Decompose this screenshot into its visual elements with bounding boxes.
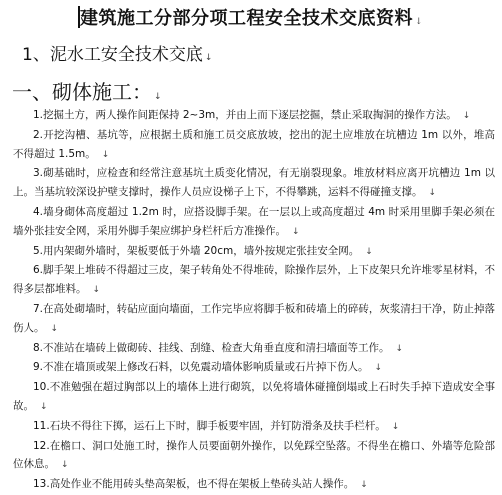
- document-title-text: 建筑施工分部分项工程安全技术交底资料: [80, 8, 413, 29]
- list-item-text: 4.墙身砌体高度超过 1.2m 时，应搭设脚手架。在一层以上或高度超过 4m 时采用里脚手架必须在墙外张挂安全网，采用外脚手架应绑护身栏杆后方准操作。: [13, 205, 495, 237]
- list-item[interactable]: [13, 242, 495, 262]
- paragraph-mark-icon: ↓: [391, 421, 400, 432]
- paragraph-mark-icon: ↓: [428, 188, 437, 199]
- list-item-text: 7.在高处砌墙时，转砧应面向墙面，工作完毕应将脚手板和砖墙上的碎砖，灰浆清扫干净，防止掉落伤人。: [13, 302, 495, 334]
- paragraph-mark-icon: ↓: [360, 480, 368, 491]
- paragraph-mark-icon: ↓: [92, 285, 101, 296]
- document-body[interactable]: [13, 106, 495, 495]
- paragraph-mark-icon: ↓: [101, 149, 110, 160]
- section-heading[interactable]: [22, 40, 212, 65]
- list-item[interactable]: [13, 437, 495, 476]
- list-item-text: 11.石块不得往下掷，运石上下时，脚手板要牢固，并钉防滑条及扶手栏杆。: [33, 419, 386, 432]
- list-item-text: 5.用内架砌外墙时，架板要低于外墙 20cm，墙外按规定张挂安全网。: [33, 244, 360, 257]
- list-item-text: 13.高处作业不能用砖头垫高架板，也不得在架板上垫砖头站人操作。: [33, 478, 355, 491]
- paragraph-mark-icon: ↓: [61, 460, 69, 471]
- list-item-text: 1.挖掘土方，两人操作间距保持 2~3m，并由上而下逐层挖掘，禁止采取掏洞的操作方法。: [33, 109, 457, 121]
- list-item[interactable]: [13, 417, 495, 437]
- paragraph-mark-icon: ↓: [365, 246, 373, 257]
- paragraph-mark-icon: ↓: [415, 17, 424, 27]
- list-item-text: 6.脚手架上堆砖不得超过三皮，架子转角处不得堆砖，除操作层外，上下皮架只允许堆零星材料，不得多层都堆料。: [13, 264, 495, 296]
- subsection-heading-text: 一、砌体施工：: [12, 80, 152, 104]
- list-item[interactable]: [13, 203, 495, 242]
- list-item[interactable]: [13, 164, 495, 203]
- subsection-heading[interactable]: [12, 76, 162, 105]
- paragraph-mark-icon: ↓: [204, 53, 213, 63]
- list-item[interactable]: [13, 475, 495, 495]
- list-item[interactable]: [13, 261, 495, 300]
- paragraph-mark-icon: ↓: [462, 111, 471, 121]
- section-heading-text: 1、泥水工安全技术交底: [22, 45, 203, 65]
- list-item[interactable]: [13, 106, 495, 126]
- list-item[interactable]: [13, 126, 495, 165]
- list-item-text: 10.不准勉强在超过胸部以上的墙体上进行砌筑，以免将墙体碰撞倒塌或上石时失手掉下造成安全事故。: [13, 381, 495, 412]
- paragraph-mark-icon: ↓: [395, 343, 404, 354]
- list-item[interactable]: [13, 358, 495, 378]
- paragraph-mark-icon: ↓: [374, 363, 383, 374]
- list-item-text: 3.砌基础时，应检查和经常注意基坑土质变化情况，有无崩裂现象。堆放材料应离开坑槽边 1m 以上。当基坑较深设护壁支撑时，操作人员应设梯子上下，不得攀跳，运料不得碰撞支撑。: [13, 167, 495, 199]
- list-item-text: 8.不准站在墙砖上做砌砖、挂线、刮缝、检查大角垂直度和清扫墙面等工作。: [33, 341, 390, 354]
- paragraph-mark-icon: ↓: [154, 92, 162, 102]
- document-title[interactable]: [80, 4, 423, 30]
- paragraph-mark-icon: ↓: [50, 323, 59, 334]
- list-item-text: 12.在檐口、洞口处施工时，操作人员要面朝外操作，以免踩空坠落。不得坐在檐口、外墙等危险部位休息。: [13, 439, 495, 471]
- paragraph-mark-icon: ↓: [292, 226, 300, 237]
- list-item-text: 2.开挖沟槽、基坑等，应根据土质和施工员交底放坡，挖出的泥土应堆放在坑槽边 1m 以外，堆高不得超过 1.5m。: [13, 128, 495, 160]
- list-item[interactable]: [13, 339, 495, 359]
- list-item-text: 9.不准在墙顶或架上修改石料，以免震动墙体影响质量或石片掉下伤人。: [33, 361, 369, 374]
- list-item[interactable]: [13, 300, 495, 339]
- list-item[interactable]: [13, 378, 495, 417]
- paragraph-mark-icon: ↓: [40, 401, 48, 412]
